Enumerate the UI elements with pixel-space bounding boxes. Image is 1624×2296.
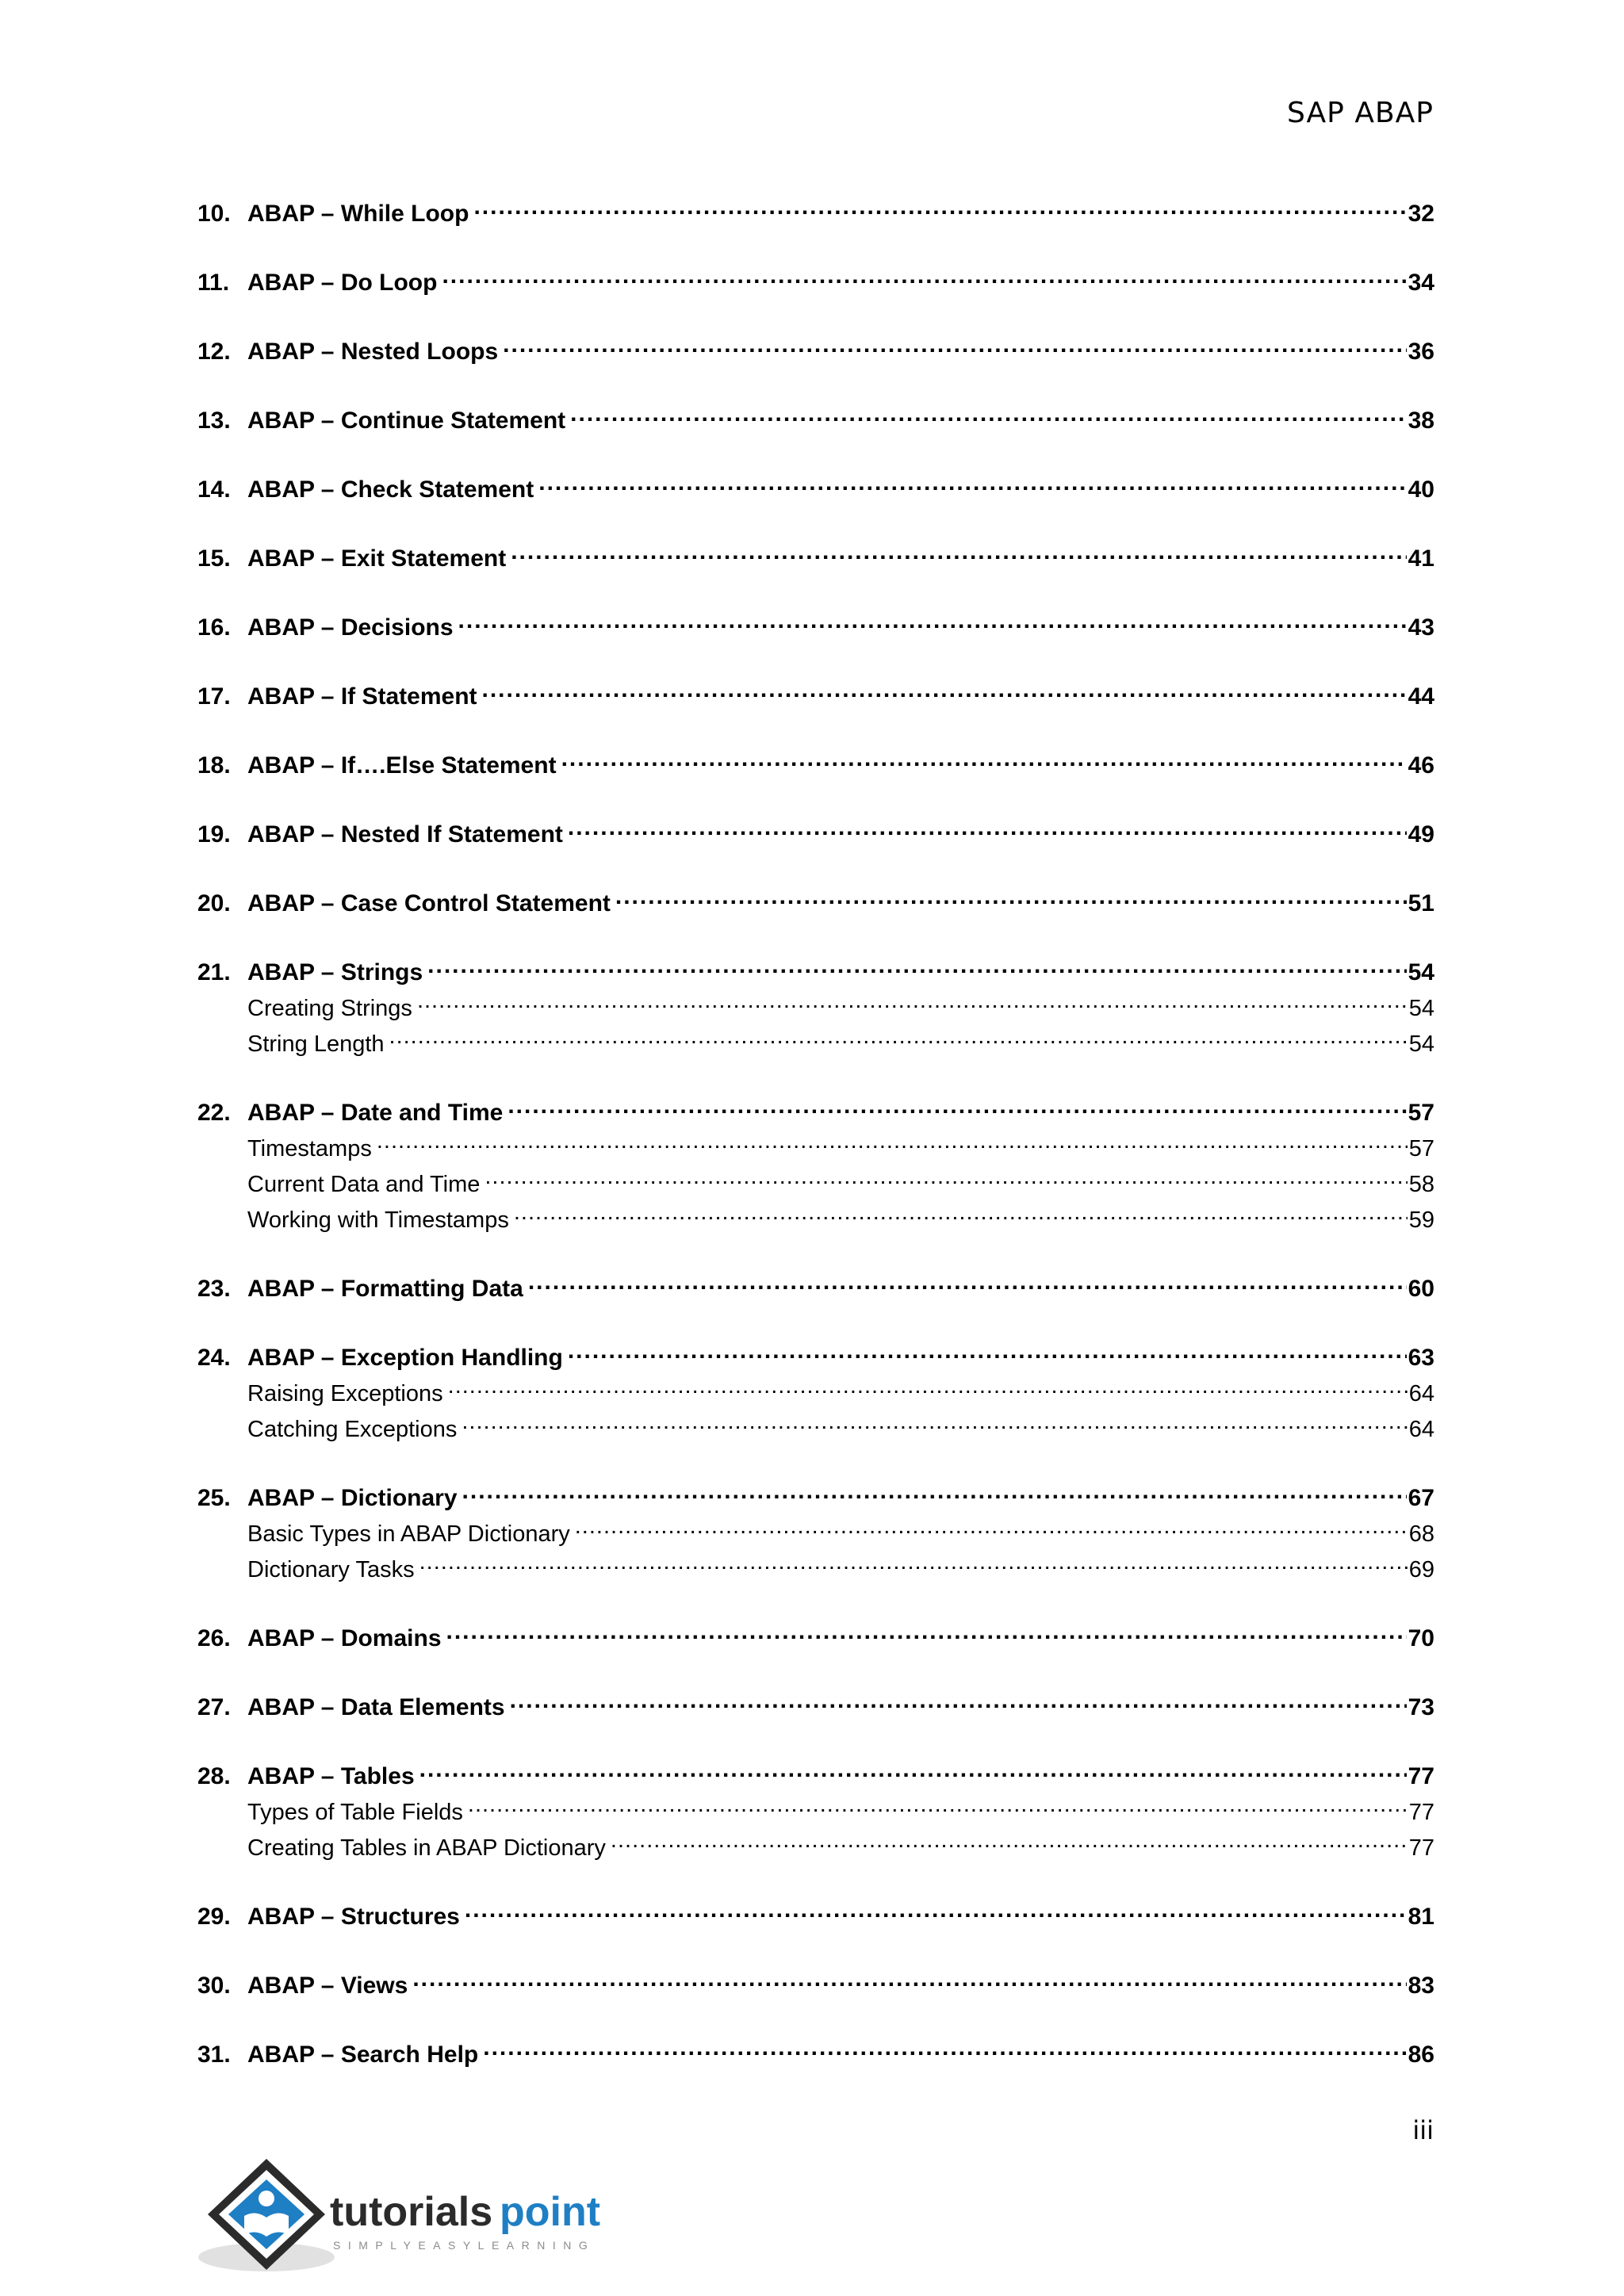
toc-chapter <box>197 402 1434 439</box>
toc-entry[interactable] <box>197 1479 1434 1517</box>
toc-dot-leader <box>462 1414 1407 1437</box>
toc-subentry-title: String Length <box>247 1031 385 1057</box>
toc-entry[interactable] <box>197 1339 1434 1376</box>
toc-chapter <box>197 1094 1434 1238</box>
toc-dot-leader <box>485 1169 1407 1192</box>
toc-subentry-title: Raising Exceptions <box>247 1381 443 1406</box>
toc-entry-title: ABAP – Search Help <box>247 2042 479 2068</box>
toc-entry-number: 16. <box>197 614 231 641</box>
toc-entry-number: 21. <box>197 959 231 985</box>
toc-entry-page: 40 <box>1408 476 1434 503</box>
toc-entry-title: ABAP – Tables <box>247 1763 415 1789</box>
toc-dot-leader <box>538 473 1406 497</box>
toc-dot-leader <box>561 749 1407 773</box>
toc-dot-leader <box>483 2038 1406 2062</box>
toc-dot-leader <box>575 1518 1408 1541</box>
toc-entry[interactable] <box>197 1898 1434 1935</box>
toc-subentry[interactable] <box>197 1552 1434 1588</box>
toc-entry[interactable] <box>197 264 1434 301</box>
toc-entry-title: ABAP – Case Control Statement <box>247 890 611 916</box>
toc-chapter <box>197 1758 1434 1866</box>
toc-entry-number: 10. <box>197 201 231 227</box>
toc-subentry-page: 69 <box>1408 1557 1434 1582</box>
toc-chapter <box>197 264 1434 301</box>
toc-entry[interactable] <box>197 333 1434 370</box>
toc-entry-title: ABAP – If….Else Statement <box>247 752 557 779</box>
toc-dot-leader <box>462 1482 1407 1506</box>
toc-dot-leader <box>568 1341 1407 1365</box>
toc-entry-page: 81 <box>1408 1904 1434 1930</box>
toc-chapter <box>197 609 1434 646</box>
toc-entry-page: 57 <box>1408 1100 1434 1126</box>
toc-entry-page: 44 <box>1408 683 1434 710</box>
toc-entry-title: ABAP – If Statement <box>247 683 477 710</box>
toc-chapter <box>197 1689 1434 1726</box>
toc-chapter <box>197 2036 1434 2073</box>
toc-entry[interactable] <box>197 2036 1434 2073</box>
toc-entry-number: 18. <box>197 752 231 779</box>
toc-entry-number: 26. <box>197 1625 231 1651</box>
toc-entry-page: 67 <box>1408 1485 1434 1511</box>
toc-entry-number: 23. <box>197 1276 231 1302</box>
toc-dot-leader <box>615 887 1407 911</box>
logo-word-tutorials: tutorials <box>330 2189 493 2235</box>
toc-dot-leader <box>465 1900 1407 1924</box>
toc-chapter <box>197 1339 1434 1448</box>
toc-entry-number: 19. <box>197 821 231 848</box>
toc-entry-number: 12. <box>197 339 231 365</box>
toc-entry-page: 83 <box>1408 1973 1434 1999</box>
toc-subentry[interactable] <box>197 1203 1434 1238</box>
toc-entry[interactable] <box>197 1758 1434 1795</box>
toc-chapter <box>197 1898 1434 1935</box>
toc-subentry[interactable] <box>197 1376 1434 1412</box>
toc-dot-leader <box>482 680 1407 704</box>
toc-dot-leader <box>377 1133 1408 1156</box>
toc-dot-leader <box>511 542 1406 566</box>
toc-entry-title: ABAP – Structures <box>247 1904 460 1930</box>
toc-entry-number: 20. <box>197 890 231 916</box>
toc-chapter <box>197 747 1434 784</box>
logo-head <box>259 2191 274 2206</box>
toc-entry[interactable] <box>197 195 1434 232</box>
toc-entry[interactable] <box>197 540 1434 577</box>
toc-subentry-title: Working with Timestamps <box>247 1207 509 1233</box>
toc-entry[interactable] <box>197 471 1434 508</box>
toc-dot-leader <box>570 404 1406 428</box>
toc-entry-title: ABAP – Check Statement <box>247 476 534 503</box>
toc-entry-number: 25. <box>197 1485 231 1511</box>
toc-dot-leader <box>419 1554 1408 1577</box>
toc-entry-number: 31. <box>197 2042 231 2068</box>
toc-entry-page: 77 <box>1408 1763 1434 1789</box>
toc-entry[interactable] <box>197 885 1434 922</box>
toc-chapter <box>197 1620 1434 1657</box>
toc-entry-title: ABAP – Formatting Data <box>247 1276 523 1302</box>
toc-entry-number: 11. <box>197 270 230 296</box>
toc-chapter <box>197 678 1434 715</box>
toc-subentry[interactable] <box>197 1167 1434 1203</box>
toc-entry-page: 70 <box>1408 1625 1434 1651</box>
toc-entry-page: 46 <box>1408 752 1434 779</box>
toc-subentry-page: 77 <box>1408 1835 1434 1861</box>
toc-entry[interactable] <box>197 954 1434 991</box>
toc-entry-number: 15. <box>197 545 231 572</box>
toc-entry-number: 22. <box>197 1100 231 1126</box>
toc-subentry-title: Catching Exceptions <box>247 1417 458 1442</box>
toc-entry-number: 17. <box>197 683 231 710</box>
toc-entry-page: 41 <box>1408 545 1434 572</box>
toc-chapter <box>197 816 1434 853</box>
toc-subentry-title: Timestamps <box>247 1136 372 1161</box>
toc-subentry-page: 64 <box>1408 1381 1434 1406</box>
page-number: iii <box>1412 2115 1434 2145</box>
toc-subentry-title: Basic Types in ABAP Dictionary <box>247 1521 570 1547</box>
toc-entry-page: 63 <box>1408 1345 1434 1371</box>
toc-subentry-title: Dictionary Tasks <box>247 1557 415 1582</box>
toc-chapter <box>197 885 1434 922</box>
toc-entry-number: 28. <box>197 1763 231 1789</box>
toc-dot-leader <box>508 1096 1406 1120</box>
toc-subentry[interactable] <box>197 1131 1434 1167</box>
toc-chapter <box>197 1967 1434 2004</box>
toc-subentry-title: Current Data and Time <box>247 1172 481 1197</box>
toc-entry-page: 36 <box>1408 339 1434 365</box>
toc-entry-title: ABAP – Data Elements <box>247 1694 505 1720</box>
toc-entry-number: 13. <box>197 408 231 434</box>
toc-entry[interactable] <box>197 747 1434 784</box>
toc-entry-title: ABAP – Dictionary <box>247 1485 458 1511</box>
toc-subentry-page: 64 <box>1408 1417 1434 1442</box>
toc-entry[interactable] <box>197 1270 1434 1307</box>
toc-entry-page: 32 <box>1408 201 1434 227</box>
toc-entry-number: 14. <box>197 476 231 503</box>
logo-word-point: point <box>500 2189 601 2235</box>
toc-subentry-title: Creating Tables in ABAP Dictionary <box>247 1835 606 1861</box>
toc-subentry[interactable] <box>197 991 1434 1027</box>
toc-entry[interactable] <box>197 609 1434 646</box>
toc-entry-page: 34 <box>1408 270 1434 296</box>
toc-entry[interactable] <box>197 1689 1434 1726</box>
tutorialspoint-logo <box>197 2152 641 2279</box>
toc-entry-number: 27. <box>197 1694 231 1720</box>
toc-dot-leader <box>468 1797 1408 1820</box>
toc-chapter <box>197 954 1434 1062</box>
toc-dot-leader <box>611 1832 1408 1855</box>
toc-subentry[interactable] <box>197 1831 1434 1866</box>
toc-dot-leader <box>427 956 1406 980</box>
toc-dot-leader <box>568 818 1407 842</box>
toc-dot-leader <box>446 1622 1407 1646</box>
running-header: SAP ABAP <box>1287 97 1434 129</box>
toc-subentry-page: 77 <box>1408 1800 1434 1825</box>
toc-entry-title: ABAP – Exit Statement <box>247 545 507 572</box>
toc-subentry-page: 54 <box>1408 996 1434 1021</box>
toc-dot-leader <box>514 1204 1408 1227</box>
toc-dot-leader <box>417 993 1408 1016</box>
toc-entry-page: 51 <box>1408 890 1434 916</box>
toc-subentry-title: Creating Strings <box>247 996 412 1021</box>
toc-entry[interactable] <box>197 402 1434 439</box>
toc-dot-leader <box>412 1969 1406 1993</box>
toc-entry[interactable] <box>197 816 1434 853</box>
toc-entry-page: 43 <box>1408 614 1434 641</box>
toc-entry-title: ABAP – Views <box>247 1973 408 1999</box>
toc-dot-leader <box>389 1028 1408 1051</box>
toc-subentry[interactable] <box>197 1795 1434 1831</box>
table-of-contents <box>197 195 1434 2105</box>
toc-entry-number: 30. <box>197 1973 231 1999</box>
toc-entry-title: ABAP – Exception Handling <box>247 1345 563 1371</box>
toc-entry-title: ABAP – Strings <box>247 959 423 985</box>
toc-entry[interactable] <box>197 678 1434 715</box>
toc-dot-leader <box>458 611 1407 635</box>
toc-chapter <box>197 540 1434 577</box>
toc-dot-leader <box>448 1378 1408 1401</box>
toc-chapter <box>197 195 1434 232</box>
toc-entry-title: ABAP – While Loop <box>247 201 469 227</box>
toc-entry-number: 29. <box>197 1904 231 1930</box>
toc-subentry[interactable] <box>197 1027 1434 1062</box>
toc-entry-title: ABAP – Domains <box>247 1625 442 1651</box>
toc-entry-title: ABAP – Nested If Statement <box>247 821 563 848</box>
toc-entry[interactable] <box>197 1094 1434 1131</box>
toc-subentry[interactable] <box>197 1517 1434 1552</box>
toc-entry-page: 38 <box>1408 408 1434 434</box>
toc-chapter <box>197 1479 1434 1588</box>
toc-subentry-page: 57 <box>1408 1136 1434 1161</box>
toc-subentry-page: 54 <box>1408 1031 1434 1057</box>
toc-chapter <box>197 333 1434 370</box>
toc-entry-number: 24. <box>197 1345 231 1371</box>
toc-entry[interactable] <box>197 1967 1434 2004</box>
toc-dot-leader <box>473 197 1406 221</box>
toc-entry-title: ABAP – Do Loop <box>247 270 438 296</box>
toc-entry-page: 73 <box>1408 1694 1434 1720</box>
toc-subentry-title: Types of Table Fields <box>247 1800 463 1825</box>
toc-entry-title: ABAP – Nested Loops <box>247 339 499 365</box>
toc-subentry-page: 68 <box>1408 1521 1434 1547</box>
toc-entry-title: ABAP – Date and Time <box>247 1100 504 1126</box>
toc-entry-page: 49 <box>1408 821 1434 848</box>
toc-chapter <box>197 1270 1434 1307</box>
toc-dot-leader <box>419 1760 1407 1784</box>
toc-entry-page: 86 <box>1408 2042 1434 2068</box>
toc-subentry-page: 58 <box>1408 1172 1434 1197</box>
toc-entry[interactable] <box>197 1620 1434 1657</box>
toc-entry-page: 60 <box>1408 1276 1434 1302</box>
toc-entry-title: ABAP – Continue Statement <box>247 408 566 434</box>
logo-tagline: SIMPLYEASYLEARNING <box>333 2239 596 2252</box>
toc-chapter <box>197 471 1434 508</box>
toc-dot-leader <box>528 1272 1407 1296</box>
toc-entry-title: ABAP – Decisions <box>247 614 454 641</box>
toc-dot-leader <box>442 266 1406 290</box>
toc-dot-leader <box>510 1691 1407 1715</box>
toc-entry-page: 54 <box>1408 959 1434 985</box>
toc-dot-leader <box>503 335 1406 359</box>
toc-subentry[interactable] <box>197 1412 1434 1448</box>
toc-subentry-page: 59 <box>1408 1207 1434 1233</box>
